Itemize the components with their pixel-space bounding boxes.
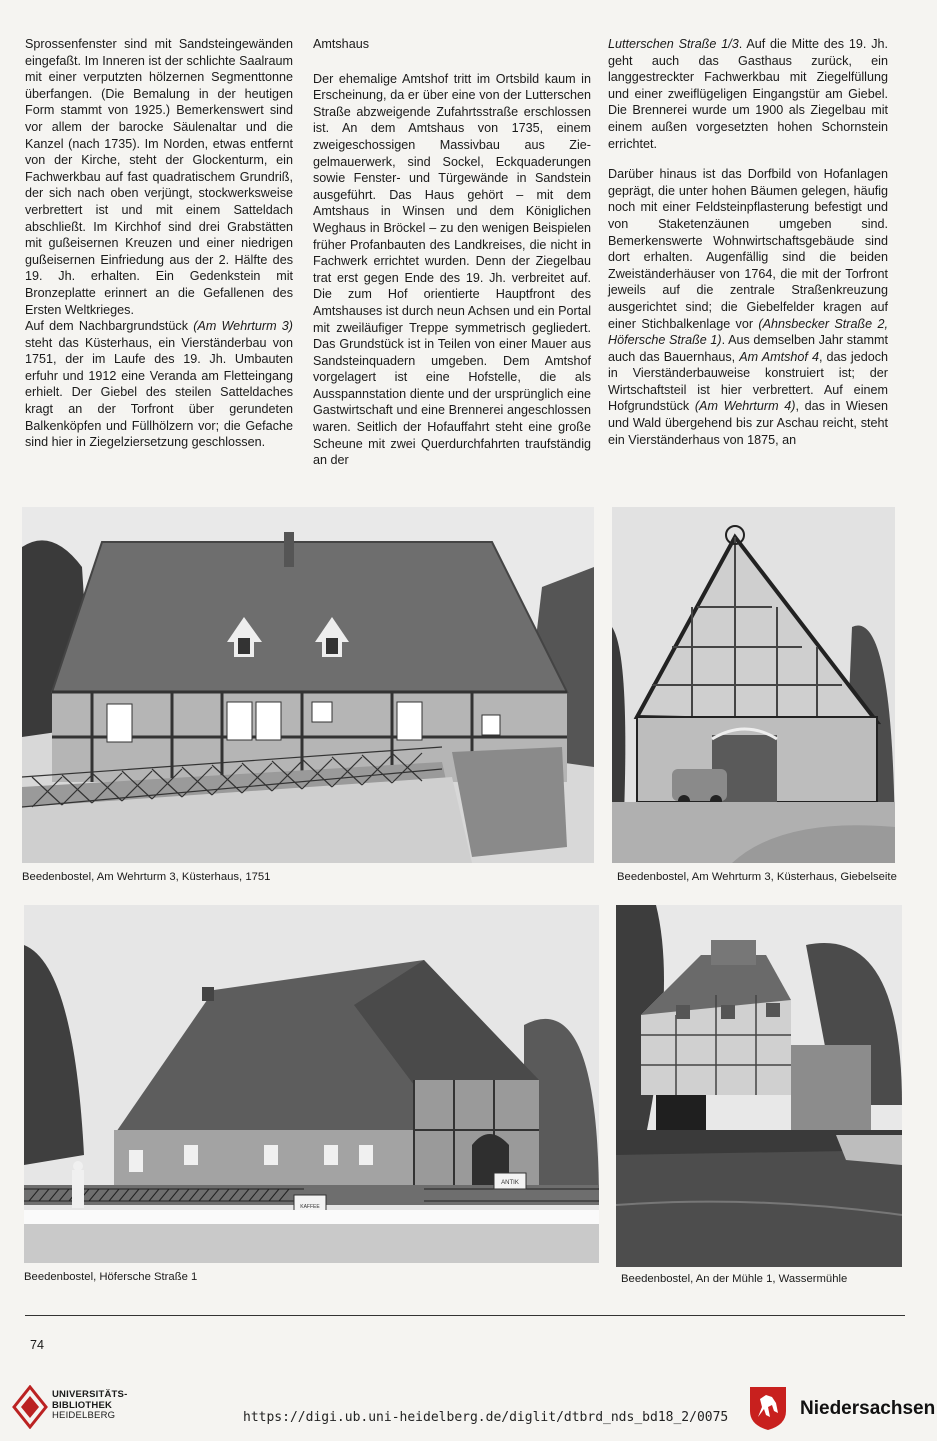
sign-label-1: KAFFEE [300, 1204, 320, 1210]
caption-photo-4: Beedenbostel, An der Mühle 1, Wassermühle [621, 1273, 848, 1285]
caption-photo-2: Beedenbostel, Am Wehrturm 3, Küsterhaus, Giebelseite [617, 871, 897, 883]
paragraph: Auf dem Nachbargrundstück (Am Wehrturm 3) steht das Küsterhaus, ein Vierständerbau von 1751, der im Laufe des 19. Jh. Umbauten erfuhr und 1912 eine Veranda am Fletteingang erhielt. Der Giebel des steilen Satteldaches kragt an der Torfront über gerundeten Balkenköpfen und Füllhölzern vor; die Gefache sind hier in Ziegelziersetzung geschlossen. [25, 319, 293, 450]
text-column-3 [608, 36, 888, 448]
text-column-2 [313, 36, 591, 469]
photo-hoefersche-strasse [24, 905, 599, 1263]
text-column-1 [25, 36, 293, 451]
page-number: 74 [30, 1338, 45, 1352]
bottom-rule [25, 1315, 905, 1316]
horse-crest-icon [748, 1385, 788, 1436]
state-name: Niedersachsen [800, 1398, 936, 1419]
photo-wassermuehle [616, 905, 902, 1267]
library-line-2: BIBLIOTHEK [52, 1399, 113, 1411]
photo-kuesterhaus-gable [612, 507, 895, 863]
library-line-3: HEIDELBERG [52, 1410, 116, 1421]
caption-photo-3: Beedenbostel, Höfersche Straße 1 [24, 1271, 198, 1283]
section-heading: Amtshaus [313, 37, 369, 51]
source-url[interactable]: https://digi.ub.uni-heidelberg.de/diglit/dtbrd_nds_bd18_2/0075 [243, 1410, 729, 1425]
paragraph: Sprossenfenster sind mit Sandsteingewänden eingefaßt. Im Inneren ist der schlichte Saalraum mit einer verputzten hölzernen Segmenttonne überfangen. (Die Bemalung in der heutigen Form stammt von 1925.) Bemerkenswert sind vor allem der barocke Säulenaltar und die Kanzel (nach 1735). Im Norden, etwas entfernt von der Kirche, steht der Glockenturm, ein Fachwerkbau auf fast quadratischem Grundriß, der sich nach oben verjüngt, stockwerksweise verbrettert ist und mit einem Satteldach abschließt. Im Kirchhof sind drei Grabstätten mit gußeisernen Kreuzen und einer niedrigen gußeisernen Einfriedung aus der 2. Hälfte des 19. Jh. erhalten. Ein Gedenkstein mit Bronzeplatte erinnert an die Gefallenen des Ersten Weltkrieges. [25, 37, 293, 317]
sign-label-2: ANTIK [501, 1180, 519, 1186]
footer [0, 1370, 937, 1441]
paragraph: Darüber hinaus ist das Dorfbild von Hofanlagen geprägt, die unter hohen Bäumen gelegen, häufig noch mit einer Feldsteinpflasterung befestigt und von Staketenzäunen umgeben sind. Bemerkenswerte Wohnwirtschaftsgebäude sind dort erhalten. Augenfällig sind die beiden Zweiständerhäuser von 1764, die mit der Torfront jeweils auf die zentrale Straßenkreuzung ausgerichtet sind; die Giebelfelder kragen auf einer Stichbalkenlage vor (Ahnsbecker Straße 2, Höfersche Straße 1). Aus demselben Jahr stammt auch das Bauernhaus, Am Amtshof 4, das jedoch in Vierständerbauweise konstruiert ist; der Wirtschaftsteil ist hier verbrettert. Auf einem Hofgrundstück (Am Wehrturm 4), das in Wiesen und Wald übergehend bis zur Aschau reicht, steht ein Vierständerhaus von 1875, an [608, 167, 889, 447]
paragraph: Der ehemalige Amtshof tritt im Ortsbild kaum in Erscheinung, da er über eine von der Lutterschen Straße abzweigende Zufahrtsstraße erschlossen ist. An dem Amtshaus von 1735, einem zweigeschossigen Massivbau aus Ziegelmauerwerk, sind Sockel, Eckquaderungen sowie Fenster- und Türgewände in Sandstein ausgeführt. Das Haus gehört – mit dem Amtshaus in Winsen und dem Königlichen Weghaus in Bröckel – zu den wenigen Beispielen früher Profanbauten des Landkreises, die nicht in Fachwerk errichtet wurden. Denn der Ziegelbau trat erst gegen Ende des 19. Jh. verbreitet auf. Die zum Hof orientierte Hauptfront des Amtshauses ist durch neun Achsen und ein Portal mit zweiläufiger Treppe symmetrisch gegliedert. Das Grundstück ist in Teilen von einer Mauer aus Sandsteinquadern umgeben. Dem Amtshof vorgelagert ist eine Hofstelle, die als Ausspannstation diente und der ursprünglich eine Gastwirtschaft und eine Brennerei angeschlossen waren. Seitlich der Hofauffahrt steht eine große Scheune mit zwei Querdurchfahrten traufständig an der [313, 71, 591, 468]
library-name [52, 1390, 127, 1422]
photo-kuesterhaus [22, 507, 594, 863]
library-line-1: UNIVERSITÄTS- [52, 1389, 128, 1400]
library-logo-icon [12, 1385, 48, 1434]
caption-photo-1: Beedenbostel, Am Wehrturm 3, Küsterhaus, 1751 [22, 871, 271, 883]
paragraph: Lutterschen Straße 1/3. Auf die Mitte des 19. Jh. geht auch das Gasthaus zurück, ein langgestreckter Fachwerkbau mit Ziegelfüllung und einer zweiflügeligen Eingangstür am Giebel. Die Brennerei wurde um 1900 als Ziegelbau mit einem außen vorgesetzten hohen Schornstein errichtet. [608, 37, 888, 151]
